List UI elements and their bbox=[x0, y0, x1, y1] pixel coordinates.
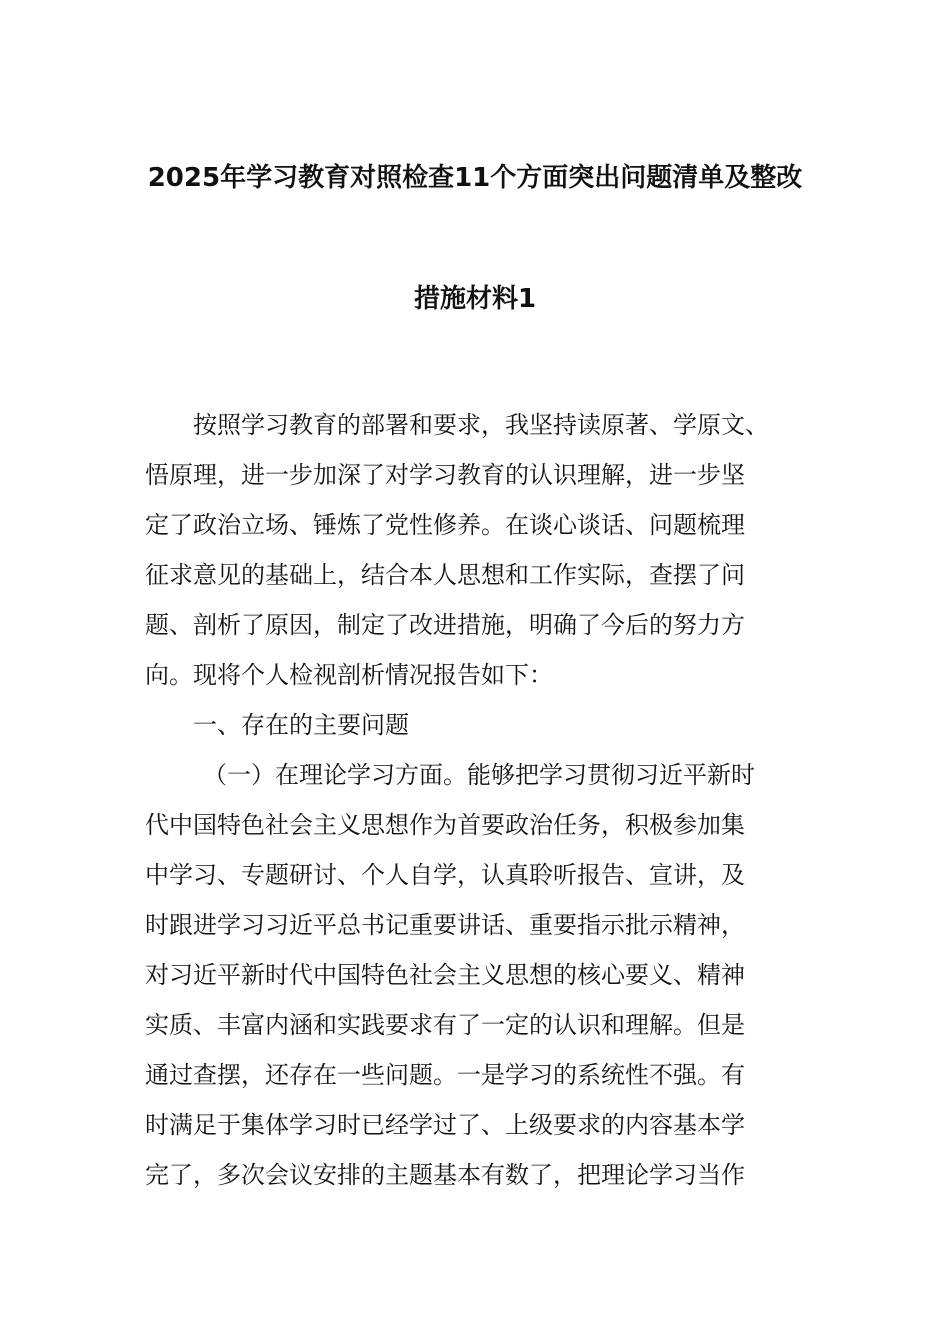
body-line: 中学习、专题研讨、个人自学，认真聆听报告、宣讲，及 bbox=[145, 861, 745, 889]
body-line: 完了，多次会议安排的主题基本有数了，把理论学习当作 bbox=[145, 1161, 745, 1189]
section-heading: 一、存在的主要问题 bbox=[193, 711, 409, 739]
body-line: 按照学习教育的部署和要求，我坚持读原著、学原文、 bbox=[193, 411, 769, 439]
body-line: 悟原理，进一步加深了对学习教育的认识理解，进一步坚 bbox=[145, 461, 745, 489]
body-line: （一）在理论学习方面。能够把学习贯彻习近平新时 bbox=[203, 761, 755, 789]
document-title-line-1: 2025年学习教育对照检查11个方面突出问题清单及整改 bbox=[147, 163, 803, 193]
body-line: 对习近平新时代中国特色社会主义思想的核心要义、精神 bbox=[145, 961, 745, 989]
document-title-line-2: 措施材料1 bbox=[413, 284, 537, 314]
body-line: 时满足于集体学习时已经学过了、上级要求的内容基本学 bbox=[145, 1111, 745, 1139]
body-line: 代中国特色社会主义思想作为首要政治任务，积极参加集 bbox=[145, 811, 745, 839]
body-line: 征求意见的基础上，结合本人思想和工作实际，查摆了问 bbox=[145, 561, 745, 589]
body-line: 时跟进学习习近平总书记重要讲话、重要指示批示精神， bbox=[145, 911, 745, 939]
body-line: 向。现将个人检视剖析情况报告如下： bbox=[145, 661, 553, 689]
body-line: 题、剖析了原因，制定了改进措施，明确了今后的努力方 bbox=[145, 611, 745, 639]
body-line: 通过查摆，还存在一些问题。一是学习的系统性不强。有 bbox=[145, 1061, 745, 1089]
body-line: 定了政治立场、锤炼了党性修养。在谈心谈话、问题梳理 bbox=[145, 511, 745, 539]
body-line: 实质、丰富内涵和实践要求有了一定的认识和理解。但是 bbox=[145, 1011, 745, 1039]
document-body bbox=[145, 400, 810, 1200]
